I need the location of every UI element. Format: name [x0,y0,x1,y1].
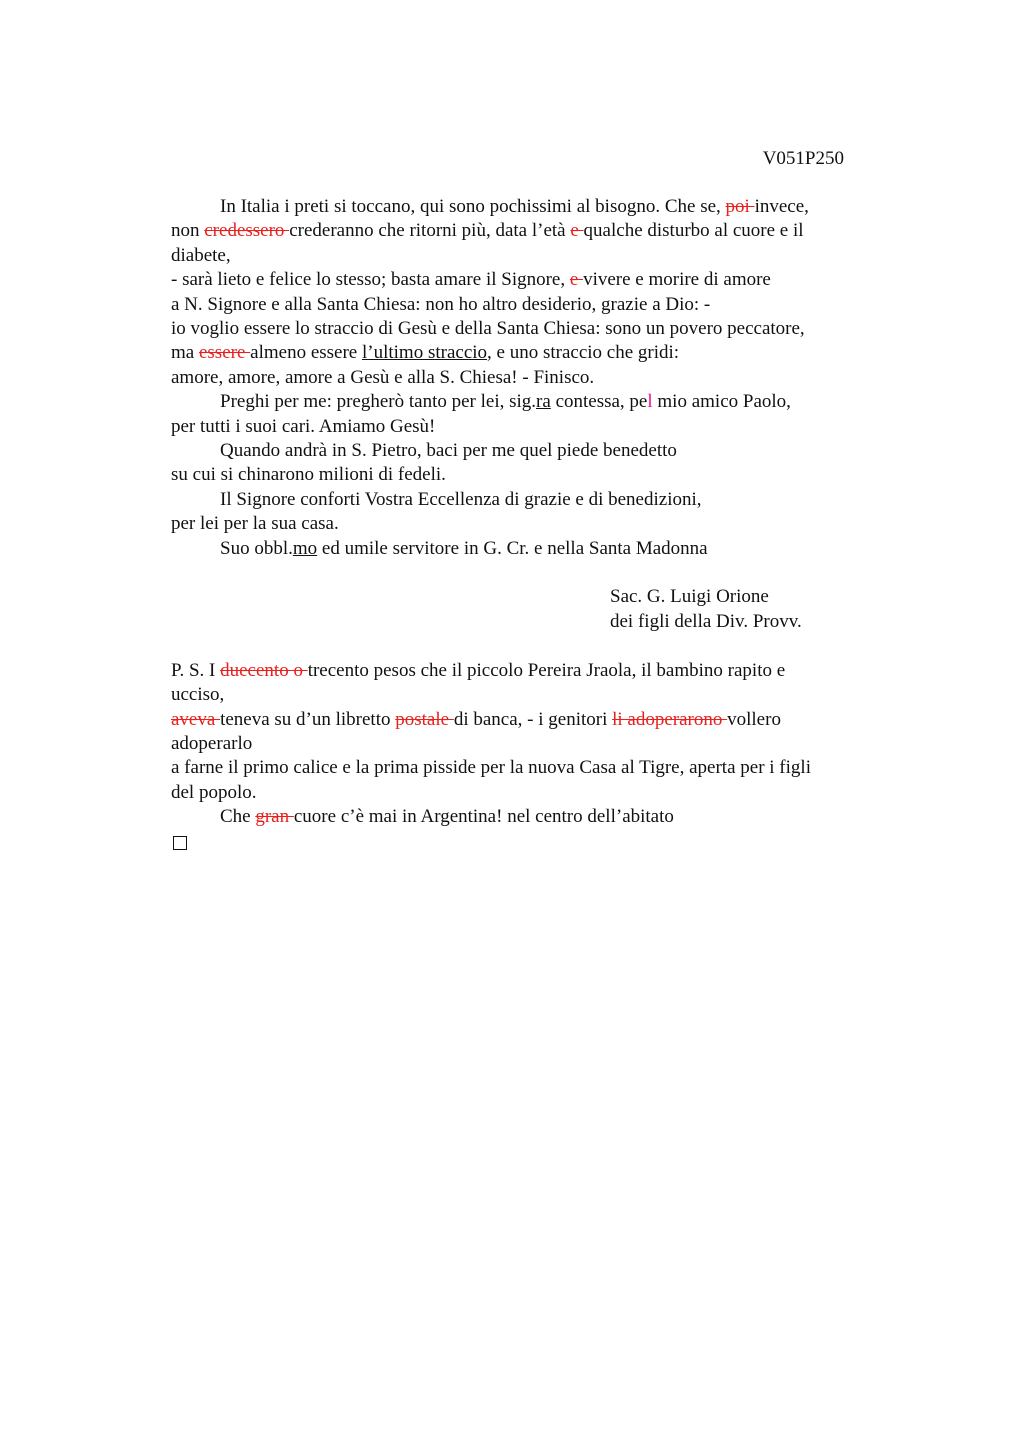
checkbox-square-icon [173,836,187,850]
blank-line [171,561,871,585]
text-line: per lei per la sua casa. [171,513,339,535]
text-line: per tutti i suoi cari. Amiamo Gesù! [171,415,436,437]
text-line: diabete, [171,244,231,266]
letter-body [171,195,871,857]
text-line: non credessero crederanno che ritorni più, data l’età e qualche disturbo al cuore e il [171,220,804,242]
deleted-text: duecento o [220,659,308,681]
text-line: - sarà lieto e felice lo stesso; basta amare il Signore, e vivere e morire di amore [171,269,771,291]
inserted-text: l [647,391,653,413]
text-line: io voglio essere lo straccio di Gesù e della Santa Chiesa: sono un povero peccatore, [171,318,805,340]
deleted-text: gran [255,806,294,828]
text-line: Che gran cuore c’è mai in Argentina! nel centro dell’abitato [220,806,674,828]
text-line: In Italia i preti si toccano, qui sono pochissimi al bisogno. Che se, poi invece, [220,196,809,217]
text-line: Preghi per me: pregherò tanto per lei, sig.ra contessa, pel mio amico Paolo, [220,391,791,413]
deleted-text: e [570,220,584,242]
text-line: a N. Signore e alla Santa Chiesa: non ho altro desiderio, grazie a Dio: - [171,293,711,315]
deleted-text: postale [395,708,454,730]
text-line: Il Signore conforti Vostra Eccellenza di grazie e di benedizioni, [220,488,702,510]
deleted-text: li adoperarono [612,708,728,730]
deleted-text: aveva [171,708,221,730]
page-id: V051P250 [762,148,844,169]
text-line: ma essere almeno essere l’ultimo straccio, e uno straccio che gridi: [171,342,680,364]
deleted-text: essere [198,342,251,364]
signature-title: dei figli della Div. Provv. [610,610,802,632]
deleted-text: e [569,269,584,291]
blank-line [171,634,871,658]
deleted-text: credessero [204,220,290,242]
signature-name: Sac. G. Luigi Orione [610,586,769,608]
text-line: su cui si chinarono milioni di fedeli. [171,464,446,486]
underlined-text: l’ultimo straccio [361,342,488,364]
text-line: Suo obbl.mo ed umile servitore in G. Cr. e nella Santa Madonna [220,537,708,559]
deleted-text: poi [725,196,755,217]
text-line: amore, amore, amore a Gesù e alla S. Chiesa! - Finisco. [171,366,595,388]
text-line: ucciso, [171,684,225,706]
text-line: P. S. I duecento o trecento pesos che il piccolo Pereira Jraola, il bambino rapito e [171,659,786,681]
text-line: aveva teneva su d’un libretto postale di banca, - i genitori li adoperarono vollero [171,708,781,730]
text-line: Quando andrà in S. Pietro, baci per me quel piede benedetto [220,440,677,462]
underlined-text: ra [536,391,551,413]
text-line: adoperarlo [171,732,253,754]
text-line: a farne il primo calice e la prima pisside per la nuova Casa al Tigre, aperta per i figli [171,757,811,779]
underlined-text: mo [292,537,318,559]
text-line [171,830,871,857]
text-line: del popolo. [171,781,257,803]
